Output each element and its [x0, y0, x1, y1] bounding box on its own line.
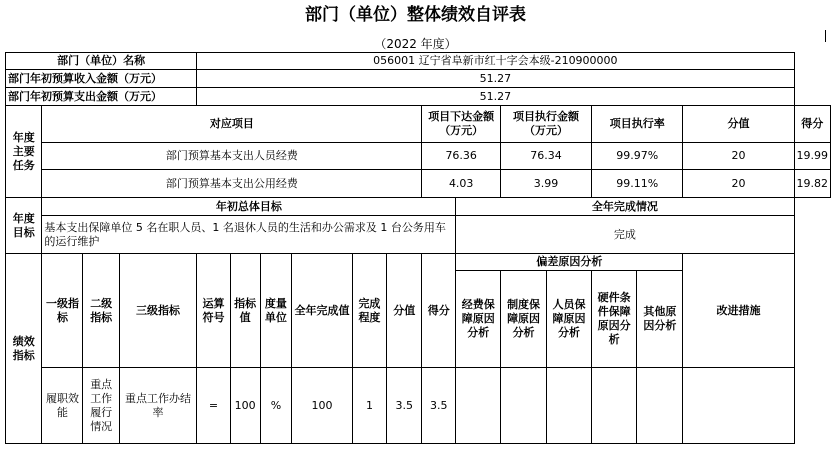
ind-level3: 重点工作办结率 — [119, 368, 196, 444]
ind-level2: 重点工作履行情况 — [83, 368, 119, 444]
expense-label: 部门年初预算支出金额（万元） — [6, 88, 197, 106]
task-weight: 20 — [683, 170, 794, 198]
task-row — [6, 170, 831, 198]
ind-target: 100 — [230, 368, 260, 444]
ind-degree: 1 — [352, 368, 387, 444]
indicators-header-row — [6, 254, 831, 271]
tasks-header-item: 对应项目 — [42, 106, 422, 143]
ind-actual: 100 — [292, 368, 352, 444]
task-executed: 76.34 — [501, 143, 592, 170]
goals-target-header: 年初总体目标 — [42, 198, 456, 216]
task-rate: 99.97% — [591, 143, 683, 170]
income-row — [6, 70, 831, 88]
task-rate: 99.11% — [591, 170, 683, 198]
tasks-header-issued: 项目下达金额（万元） — [422, 106, 501, 143]
tasks-header-executed: 项目执行金额（万元） — [501, 106, 592, 143]
ind-header-level3: 三级指标 — [119, 254, 196, 368]
task-executed: 3.99 — [501, 170, 592, 198]
task-item: 部门预算基本支出公用经费 — [42, 170, 422, 198]
tasks-header-row — [6, 106, 831, 143]
tasks-header-rate: 项目执行率 — [591, 106, 683, 143]
ind-system — [501, 368, 547, 444]
task-row — [6, 143, 831, 170]
task-weight: 20 — [683, 143, 794, 170]
goals-completion-header: 全年完成情况 — [456, 198, 794, 216]
indicators-section-label: 绩效指标 — [6, 254, 42, 444]
tasks-section-label: 年度主要任务 — [6, 106, 42, 198]
ind-unit: % — [260, 368, 292, 444]
ind-header-target: 指标值 — [230, 254, 260, 368]
task-issued: 4.03 — [422, 170, 501, 198]
ind-header-level2: 二级指标 — [83, 254, 119, 368]
ind-score: 3.5 — [422, 368, 456, 444]
ind-weight: 3.5 — [387, 368, 422, 444]
fiscal-year: （2022 年度） — [374, 37, 457, 51]
expense-row — [6, 88, 831, 106]
ind-header-unit: 度量单位 — [260, 254, 292, 368]
dept-name-value: 056001 辽宁省阜新市红十字会本级-210900000 — [197, 53, 794, 70]
ind-header-other: 其他原因分析 — [637, 271, 683, 368]
page-edge-mark — [825, 30, 831, 42]
expense-value: 51.27 — [197, 88, 794, 106]
task-issued: 76.36 — [422, 143, 501, 170]
goals-completion-text: 完成 — [456, 216, 794, 254]
income-label: 部门年初预算收入金额（万元） — [6, 70, 197, 88]
ind-header-actual: 全年完成值 — [292, 254, 352, 368]
ind-funding — [456, 368, 501, 444]
ind-header-funding: 经费保障原因分析 — [456, 271, 501, 368]
ind-operator: = — [197, 368, 231, 444]
task-score: 19.82 — [794, 170, 831, 198]
income-value: 51.27 — [197, 70, 794, 88]
goals-section-label: 年度目标 — [6, 198, 42, 254]
tasks-header-weight: 分值 — [683, 106, 794, 143]
ind-header-weight: 分值 — [387, 254, 422, 368]
ind-header-operator: 运算符号 — [197, 254, 231, 368]
evaluation-table — [5, 52, 831, 444]
ind-header-score: 得分 — [422, 254, 456, 368]
ind-level1: 履职效能 — [42, 368, 83, 444]
ind-header-level1: 一级指标 — [42, 254, 83, 368]
ind-header-hardware: 硬件条件保障原因分析 — [591, 271, 636, 368]
ind-header-degree: 完成程度 — [352, 254, 387, 368]
dept-name-label: 部门（单位）名称 — [6, 53, 197, 70]
goals-content-row — [6, 216, 831, 254]
task-score: 19.99 — [794, 143, 831, 170]
ind-header-improve: 改进措施 — [683, 254, 794, 368]
goals-header-row — [6, 198, 831, 216]
indicator-row — [6, 368, 831, 444]
ind-other — [637, 368, 683, 444]
task-item: 部门预算基本支出人员经费 — [42, 143, 422, 170]
ind-header-staff: 人员保障原因分析 — [547, 271, 592, 368]
goals-target-text: 基本支出保障单位 5 名在职人员、1 名退休人员的生活和办公需求及 1 台公务用车的运行维护 — [42, 216, 456, 254]
tasks-header-score: 得分 — [794, 106, 831, 143]
ind-header-deviation: 偏差原因分析 — [456, 254, 683, 271]
ind-hardware — [591, 368, 636, 444]
ind-improve — [683, 368, 794, 444]
ind-staff — [547, 368, 592, 444]
page-title: 部门（单位）整体绩效自评表 — [305, 5, 526, 25]
dept-name-row — [6, 53, 831, 70]
ind-header-system: 制度保障原因分析 — [501, 271, 547, 368]
